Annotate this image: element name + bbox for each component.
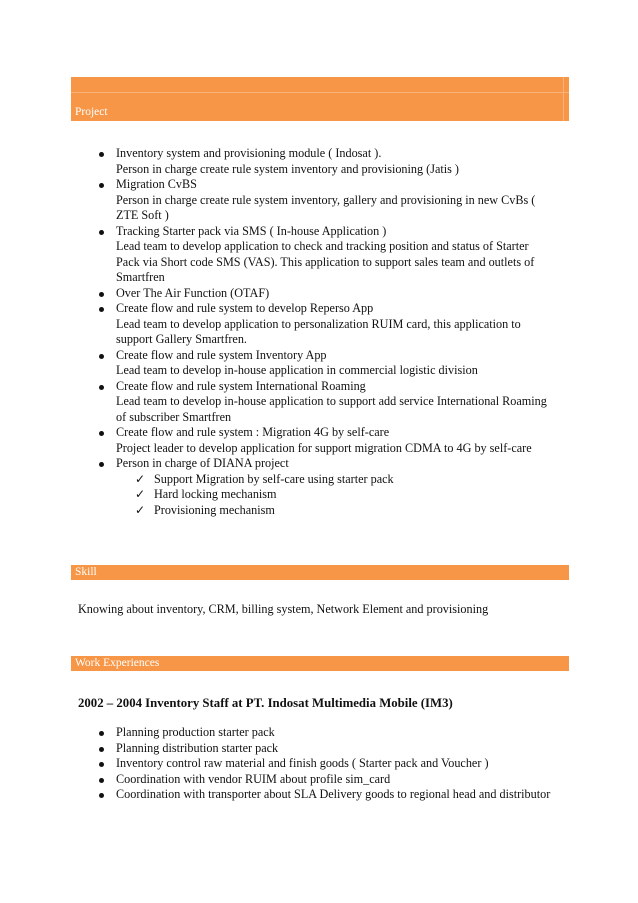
list-item [95,741,555,757]
work-heading: Work Experiences [75,657,160,669]
duty-text: Inventory control raw material and finish goods ( Starter pack and Voucher ) [116,756,489,770]
project-description: Lead team to develop in-house application in commercial logistic division [116,363,478,377]
project-description: Lead team to develop in-house application to support add service International Roaming of subscriber Smartfren [116,394,547,424]
diana-checklist [116,472,555,519]
project-list [95,146,555,518]
list-item [95,224,555,286]
project-title: Create flow and rule system to develop Reperso App [116,301,374,315]
checkmark-icon: ✓ [135,471,146,486]
duty-text: Coordination with transporter about SLA Delivery goods to regional head and distributor [116,787,551,801]
list-item [95,772,555,788]
list-item [95,348,555,379]
duty-text: Planning production starter pack [116,725,275,739]
skill-section-header [71,565,569,580]
job-duties-list [95,725,555,803]
checklist-label: Hard locking mechanism [154,487,277,501]
job-title: 2002 – 2004 Inventory Staff at PT. Indosat Multimedia Mobile (IM3) [78,696,453,710]
project-title: Person in charge of DIANA project [116,456,289,470]
list-item [95,725,555,741]
checklist-item [135,487,555,503]
list-item [95,756,555,772]
list-item [95,301,555,348]
checklist-item [135,503,555,519]
checklist-label: Provisioning mechanism [154,502,275,517]
list-item [95,456,555,518]
project-description: Lead team to develop application to personalization RUIM card, this application to support Gallery Smartfren. [116,316,521,346]
work-section-header [71,656,569,671]
project-description: Person in charge create rule system inventory and provisioning (Jatis ) [116,161,459,176]
project-title: Create flow and rule system Inventory App [116,347,327,362]
list-item [95,379,555,426]
project-heading: Project [75,106,108,118]
project-title: Create flow and rule system : Migration 4G by self-care [116,425,390,439]
project-description: Project leader to develop application for support migration CDMA to 4G by self-care [116,440,532,455]
checkmark-icon: ✓ [135,502,146,517]
project-title: Tracking Starter pack via SMS ( In-house Application ) [116,223,387,238]
list-item [95,425,555,456]
project-description: Lead team to develop application to check and tracking position and status of Starter Pack via Short code SMS (VAS). This application to support sales team and outlets of Smartfren [116,239,535,284]
project-description: Person in charge create rule system inventory, gallery and provisioning in new CvBs ( ZTE Soft ) [116,192,536,222]
checklist-label: Support Migration by self-care using starter pack [154,471,394,486]
duty-text: Planning distribution starter pack [116,740,279,755]
list-item [95,146,555,177]
project-title: Create flow and rule system International Roaming [116,378,366,393]
project-title: Over The Air Function (OTAF) [116,285,270,300]
header-divider [71,92,569,93]
skill-text: Knowing about inventory, CRM, billing system, Network Element and provisioning [78,602,489,616]
checkmark-icon: ✓ [135,487,146,501]
duty-text: Coordination with vendor RUIM about profile sim_card [116,771,391,786]
checklist-item [135,472,555,488]
header-divider [563,77,564,121]
list-item [95,177,555,224]
project-section-header [71,77,569,121]
project-title: Migration CvBS [116,177,197,191]
list-item [95,787,555,803]
list-item [95,286,555,302]
skill-heading: Skill [75,566,97,578]
project-title: Inventory system and provisioning module ( Indosat ). [116,146,382,160]
